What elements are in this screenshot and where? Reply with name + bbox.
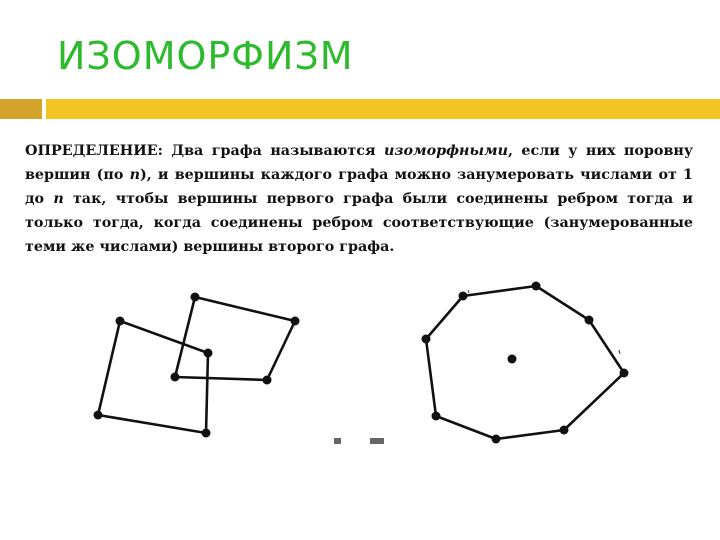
vertex [459, 292, 468, 301]
vertex [191, 293, 200, 302]
definition-part3: ), и вершины каждого графа можно занумеровать числами от 1 до [25, 167, 694, 207]
vertex [202, 429, 211, 438]
cropped-caption [330, 436, 390, 444]
definition-lead: ОПРЕДЕЛЕНИЕ: [25, 143, 163, 159]
definition-term: изоморфными [383, 143, 508, 159]
graph-left [98, 297, 295, 433]
vertex [422, 335, 431, 344]
vertex [585, 316, 594, 325]
graph-right-vertices [422, 282, 629, 444]
center-vertex [508, 355, 517, 364]
cropped-caption-marks [330, 436, 390, 444]
vertex [171, 373, 180, 382]
accent-bar-left [0, 99, 42, 119]
definition-part2: , если у них поровну вершин (по [25, 143, 694, 183]
vertex [532, 282, 541, 291]
definition-n-2: n [53, 191, 64, 207]
scan-marks [468, 290, 620, 354]
accent-bar-right [46, 99, 720, 119]
vertex [291, 317, 300, 326]
definition-part4: так, чтобы вершины первого графа были соединены ребром тогда и только тогда, когда соединены ребром соответствующие (занумерованные теми же числами) вершины второго графа. [25, 191, 694, 255]
vertex [263, 376, 272, 385]
slide-title: ИЗОМОРФИЗМ [57, 34, 354, 78]
definition-part1: Два графа называются [162, 143, 384, 159]
definition-text [25, 139, 693, 259]
definition-n-1: n [129, 167, 140, 183]
graphs-figure [0, 270, 720, 450]
vertex [492, 435, 501, 444]
graph-right-edges [426, 286, 624, 439]
scan-mark [619, 350, 620, 354]
scan-mark [468, 290, 469, 293]
vertex [204, 349, 213, 358]
vertex [94, 411, 103, 420]
vertex [620, 369, 629, 378]
graph-left-edges-b [175, 297, 295, 380]
vertex [560, 426, 569, 435]
vertex [116, 317, 125, 326]
vertex [432, 412, 441, 421]
graph-right [426, 286, 624, 439]
